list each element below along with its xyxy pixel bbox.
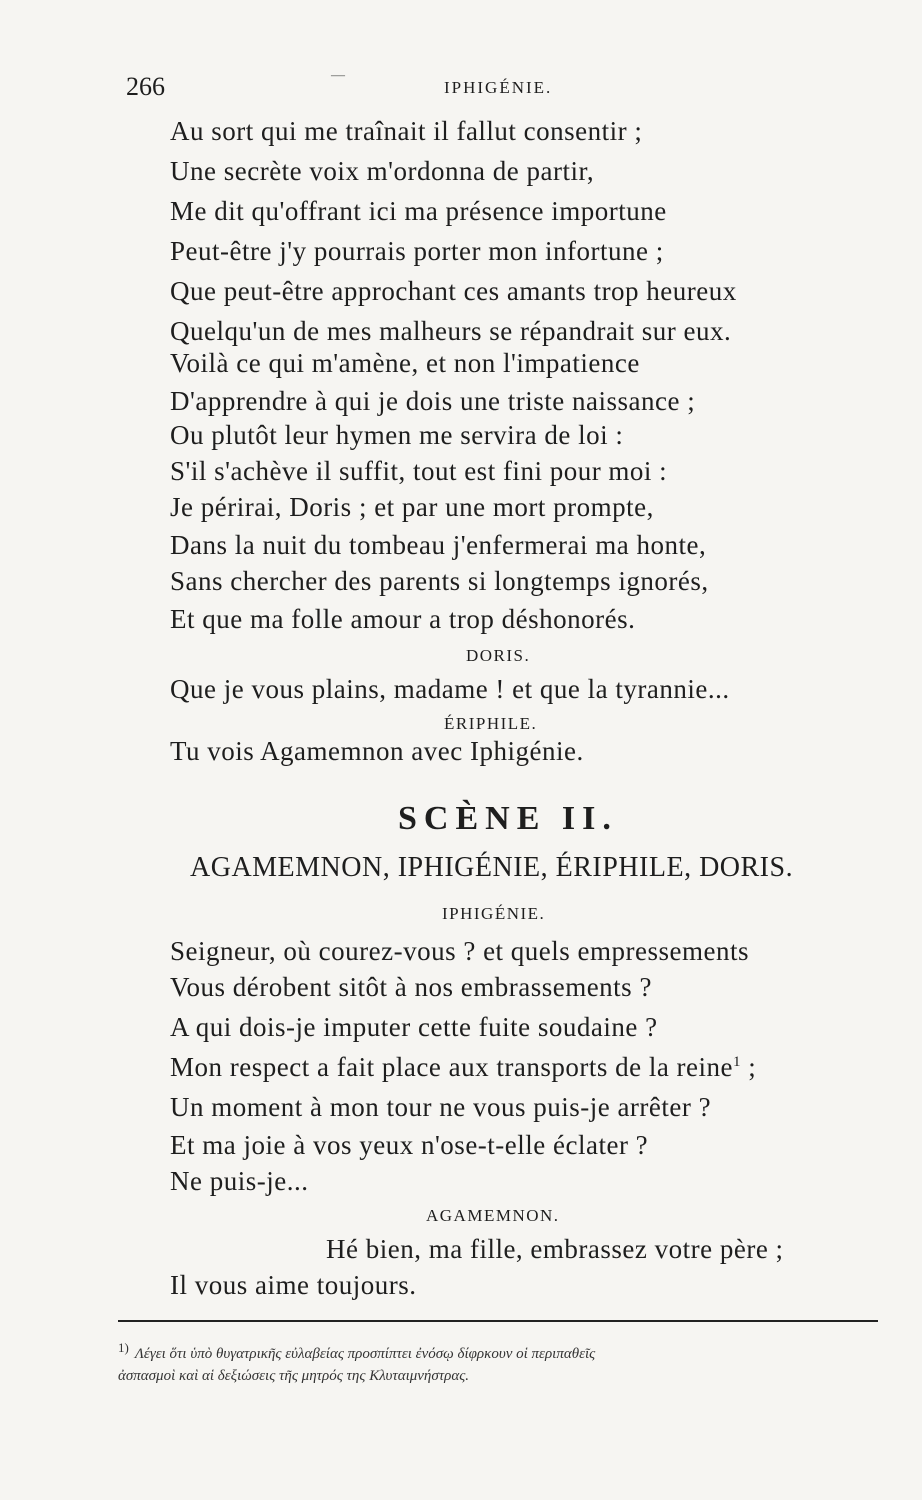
verse-line: Que je vous plains, madame ! et que la tyrannie...	[170, 674, 730, 704]
speaker-eriphile: ÉRIPHILE.	[444, 714, 538, 733]
verse-line: Sans chercher des parents si longtemps ignorés,	[170, 566, 709, 596]
footnote-reference: 1	[733, 1054, 742, 1070]
verse-line: Seigneur, où courez-vous ? et quels empressements	[170, 936, 750, 966]
verse-line: Un moment à mon tour ne vous puis-je arrêter ?	[170, 1092, 712, 1122]
verse-line: A qui dois-je imputer cette fuite soudaine ?	[170, 1012, 658, 1042]
footnote-line: ἀσπασμοὶ καὶ αἱ δεξιώσεις τῆς μητρός της Κλυταιμνήστρας.	[118, 1368, 470, 1384]
speaker-doris: DORIS.	[466, 646, 531, 665]
footnote-rule	[118, 1320, 878, 1322]
verse-line: Peut-être j'y pourrais porter mon infortune ;	[170, 236, 664, 266]
verse-line: Quelqu'un de mes malheurs se répandrait sur eux.	[170, 316, 732, 346]
verse-line: Ou plutôt leur hymen me servira de loi :	[170, 420, 624, 450]
cast-list: AGAMEMNON, IPHIGÉNIE, ÉRIPHILE, DORIS.	[190, 852, 794, 883]
verse-line: Ne puis-je...	[170, 1166, 309, 1196]
page-number: 266	[126, 72, 165, 101]
verse-line: Et que ma folle amour a trop déshonorés.	[170, 604, 636, 634]
speaker-iphigenie: IPHIGÉNIE.	[442, 904, 546, 923]
verse-line: Et ma joie à vos yeux n'ose-t-elle éclater ?	[170, 1130, 649, 1160]
verse-line: Me dit qu'offrant ici ma présence importune	[170, 196, 667, 226]
verse-text: Mon respect a fait place aux transports de la reine	[170, 1052, 734, 1082]
verse-line: Dans la nuit du tombeau j'enfermerai ma honte,	[170, 530, 707, 560]
scene-title: SCÈNE II.	[398, 800, 618, 837]
speaker-agamemnon: AGAMEMNON.	[426, 1206, 560, 1225]
footnote-mark: 1)	[118, 1340, 129, 1355]
running-title: IPHIGÉNIE.	[444, 78, 553, 97]
verse-line: Voilà ce qui m'amène, et non l'impatience	[170, 348, 640, 378]
verse-line: D'apprendre à qui je dois une triste naissance ;	[170, 386, 696, 416]
verse-line: Que peut-être approchant ces amants trop heureux	[170, 276, 737, 306]
header-ornament: —	[331, 68, 345, 83]
footnote-line	[118, 1340, 595, 1363]
verse-line: Tu vois Agamemnon avec Iphigénie.	[170, 736, 584, 766]
verse-line: Au sort qui me traînait il fallut consentir ;	[170, 116, 643, 146]
page-header	[126, 68, 846, 112]
verse-line: Une secrète voix m'ordonna de partir,	[170, 156, 595, 186]
verse-line: Je périrai, Doris ; et par une mort prompte,	[170, 492, 654, 522]
verse-line	[170, 1052, 756, 1083]
footnote-text: Λέγει ὅτι ὑπὸ θυγατρικῆς εὐλαβείας προσπίπτει ἐνόσῳ δίφρκουν οἱ περιπαθεῖς	[134, 1346, 596, 1362]
verse-line: Vous dérobent sitôt à nos embrassements ?	[170, 972, 652, 1002]
verse-punctuation: ;	[741, 1052, 757, 1082]
verse-line: S'il s'achève il suffit, tout est fini pour moi :	[170, 456, 668, 486]
verse-line: Il vous aime toujours.	[170, 1270, 417, 1300]
verse-line: Hé bien, ma fille, embrassez votre père ;	[326, 1234, 784, 1264]
